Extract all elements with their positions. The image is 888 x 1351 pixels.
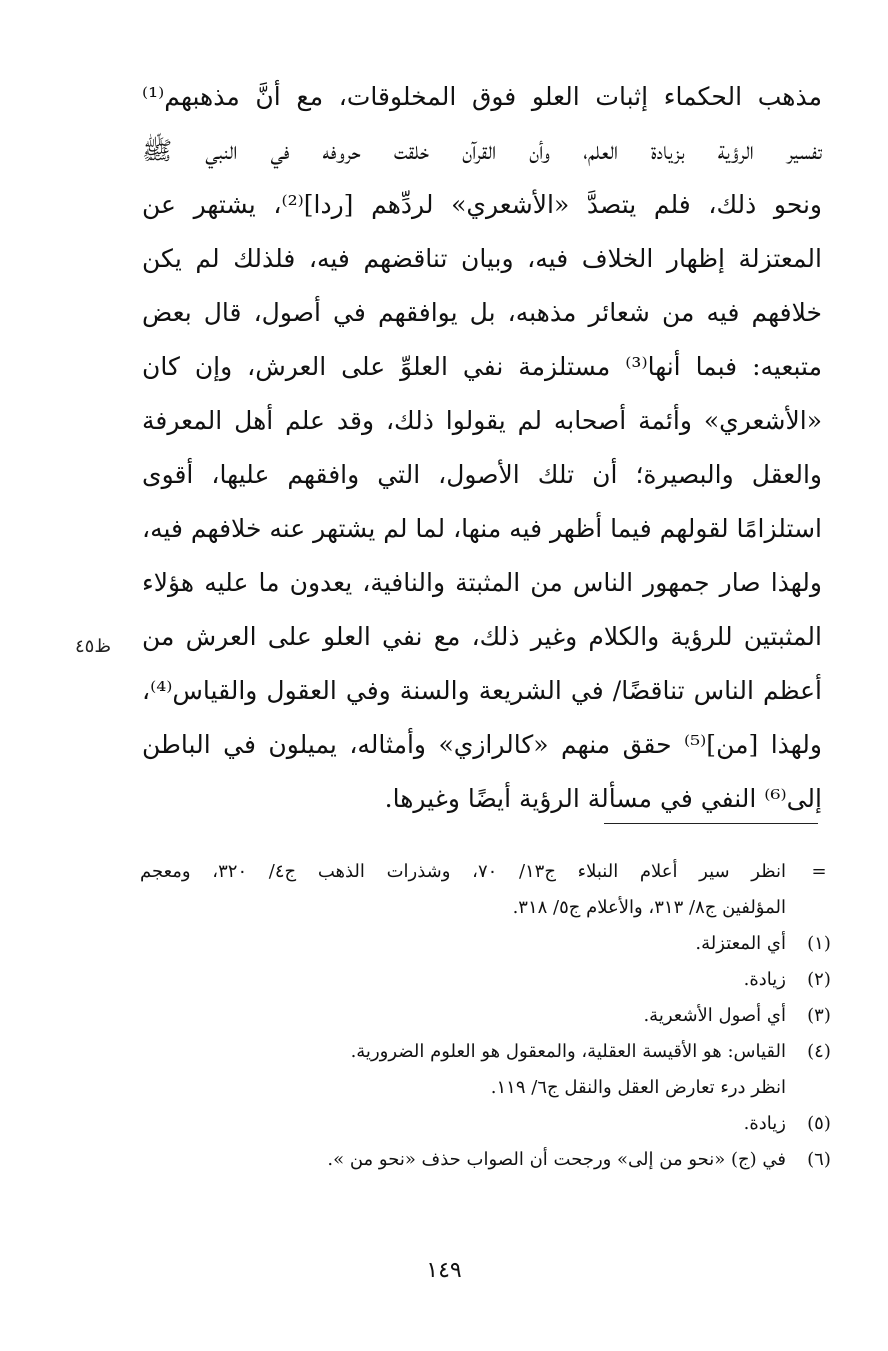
footnote <box>140 1106 840 1142</box>
footnote-text <box>140 854 786 926</box>
text-line: استلزامًا لقولهم فيما أظهر فيه منها، لما لم يشتهر عنه خلافهم فيه، <box>142 514 822 543</box>
text-line: متبعيه: فبما أنها⁽³⁾ مستلزمة نفي العلوِّ على العرش، وإن كان <box>142 352 822 381</box>
footnote-number: (١) <box>807 933 831 954</box>
text-line: خلافهم فيه من شعائر مذهبه، بل يوافقهم في أصول، قال بعض <box>142 298 822 327</box>
footnote <box>140 1034 840 1106</box>
footnote-number: (٥) <box>807 1113 831 1134</box>
footnote-line: القياس: هو الأقيسة العقلية، والمعقول هو العلوم الضرورية. <box>350 1041 786 1062</box>
footnote-line: أي المعتزلة. <box>695 933 786 954</box>
footnote <box>140 854 840 926</box>
footnote <box>140 926 840 962</box>
footnote <box>140 1142 840 1178</box>
footnote-line: انظر درء تعارض العقل والنقل ج٦/ ١١٩. <box>490 1077 786 1098</box>
text-line: أعظم الناس تناقضًا/ في الشريعة والسنة وفي العقول والقياس⁽⁴⁾، <box>142 676 822 705</box>
text-line: المعتزلة إظهار الخلاف فيه، وبيان تناقضهم فيه، فلذلك لم يكن <box>142 244 822 273</box>
manuscript-folio-marker: ظ٤٥ <box>75 636 111 657</box>
footnote <box>140 998 840 1034</box>
footnote-line: أي أصول الأشعرية. <box>643 1005 786 1026</box>
footnote-line: زيادة. <box>743 1113 786 1134</box>
footnotes <box>140 854 840 1178</box>
text-line: تفسير الرؤية بزيادة العلم، وأن القرآن خلقت حروفه في النبي ﷺ <box>142 136 822 165</box>
footnote-text <box>140 962 786 998</box>
footnote <box>140 962 840 998</box>
footnote-number: (٤) <box>807 1041 831 1062</box>
footnote-text <box>140 1034 786 1106</box>
footnote-number: (٢) <box>807 969 831 990</box>
footnote-text <box>140 926 786 962</box>
text-line: المثبتين للرؤية والكلام وغير ذلك، مع نفي العلو على العرش من <box>142 622 822 651</box>
footnote-text <box>140 1106 786 1142</box>
footnote-line: زيادة. <box>743 969 786 990</box>
main-text <box>142 70 822 826</box>
text-line: مذهب الحكماء إثبات العلو فوق المخلوقات، مع أنَّ مذهبهم⁽¹⁾ <box>142 82 822 111</box>
footnote-line: المؤلفين ج٨/ ٣١٣، والأعلام ج٥/ ٣١٨. <box>512 897 786 918</box>
footnote-line: في (ج) «نحو من إلى» ورجحت أن الصواب حذف «نحو من ». <box>327 1149 786 1170</box>
footnote-number: (٦) <box>807 1149 831 1170</box>
text-line: ونحو ذلك، فلم يتصدَّ «الأشعري» لردِّهم [ردا]⁽²⁾، يشتهر عن <box>142 190 822 219</box>
footnote-number: (٣) <box>807 1005 831 1026</box>
footnote-line: انظر سير أعلام النبلاء ج١٣/ ٧٠، وشذرات الذهب ج٤/ ٣٢٠، ومعجم <box>140 861 786 882</box>
footnote-number: = <box>811 861 827 882</box>
footnote-separator <box>604 823 818 824</box>
page-number: ١٤٩ <box>426 1258 462 1283</box>
text-line: والعقل والبصيرة؛ أن تلك الأصول، التي وافقهم عليها، أقوى <box>142 460 822 489</box>
text-line: ولهذا [من]⁽⁵⁾ حقق منهم «كالرازي» وأمثاله، يميلون في الباطن <box>142 730 822 759</box>
text-line: ولهذا صار جمهور الناس من المثبتة والنافية، يعدون ما عليه هؤلاء <box>142 568 822 597</box>
text-line: إلى⁽⁶⁾ النفي في مسألة الرؤية أيضًا وغيرها. <box>384 784 822 813</box>
footnote-text <box>140 998 786 1034</box>
text-line: «الأشعري» وأئمة أصحابه لم يقولوا ذلك، وقد علم أهل المعرفة <box>142 406 822 435</box>
footnote-text <box>140 1142 786 1178</box>
